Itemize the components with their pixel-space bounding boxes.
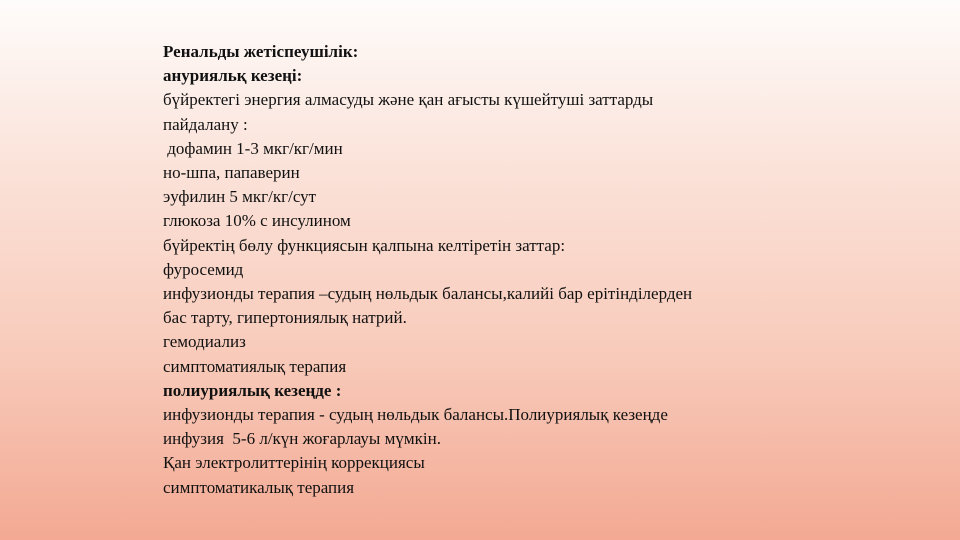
text-line: симптоматикалық терапия (163, 477, 355, 497)
text-line: инфузионды терапия –судың нөльдык балансы,калийі бар ерітінділерден (163, 284, 693, 304)
text-line: бас тарту, гипертониялық натрий. (163, 308, 407, 328)
text-line: инфузия 5-6 л/күн жоғарлауы мүмкін. (163, 429, 441, 449)
text-line: бүйректің бөлу функциясын қалпына келтіретін заттар: (163, 235, 566, 255)
text-line: но-шпа, папаверин (163, 163, 300, 183)
text-line: эуфилин 5 мкг/кг/сут (163, 187, 317, 207)
slide-text-body (163, 40, 883, 500)
text-line: инфузионды терапия - судың нөльдык балансы.Полиуриялық кезеңде (163, 405, 668, 425)
text-line: Қан электролиттерінің коррекциясы (163, 453, 425, 473)
text-line: пайдалану : (163, 114, 248, 134)
heading-anuric-phase: анурияльқ кезеңі: (163, 66, 303, 86)
heading-renal-insufficiency: Ренальды жетіспеушілік: (163, 42, 359, 61)
text-line: симптоматиялық терапия (163, 356, 347, 376)
text-line: бүйректегі энергия алмасуды және қан ағысты күшейтуші заттарды (163, 90, 654, 110)
text-line: гемодиализ (163, 332, 246, 352)
text-line: фуросемид (163, 259, 244, 279)
heading-polyuric-phase: полиуриялық кезеңде : (163, 380, 342, 400)
text-line: глюкоза 10% с инсулином (163, 211, 351, 231)
text-line: дофамин 1-3 мкг/кг/мин (163, 138, 343, 158)
